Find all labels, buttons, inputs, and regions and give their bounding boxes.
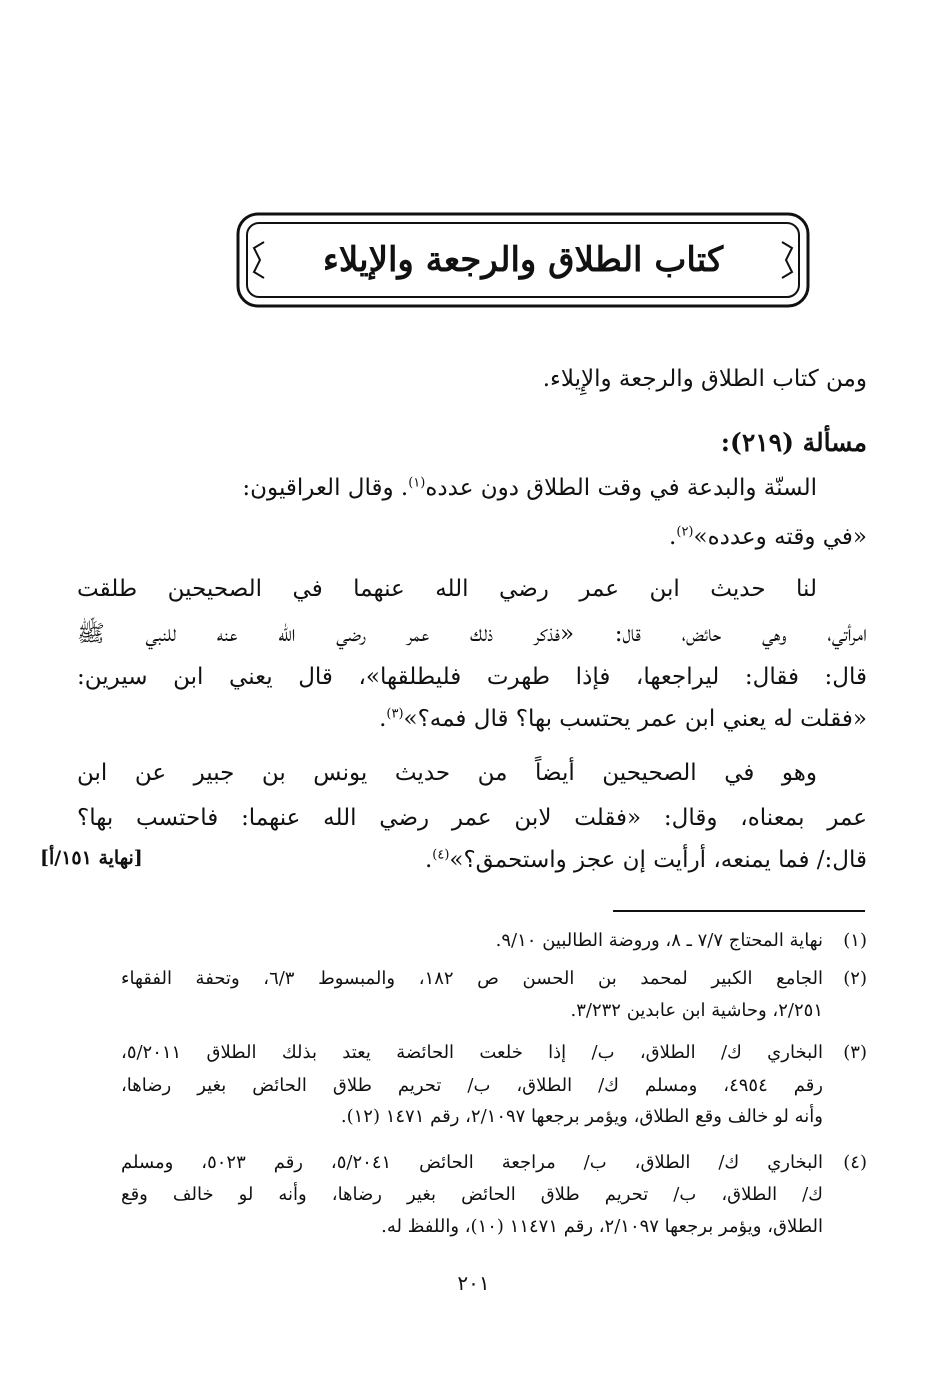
footnote-number: (٢) <box>843 968 867 989</box>
footnote-number: (٤) <box>843 1152 867 1173</box>
paragraph-3-line-2: عمر بمعناه، وقال: «فقلت لابن عمر رضي الله عنهما: فاحتسب بها؟ <box>77 805 867 831</box>
paragraph-1-line-2 <box>77 517 867 557</box>
paragraph-2-line-1: لنا حديث ابن عمر رضي الله عنهما في الصحيحين طلقت <box>77 576 817 602</box>
footnote-number: (١) <box>843 930 867 951</box>
paragraph-2-line-2: امرأتي، وهي حائض، قال: «فذكر ذلك عمر رضي الله عنه للنبي ﷺ <box>77 621 867 647</box>
footnote-number: (٣) <box>843 1042 867 1063</box>
intro-line: ومن كتاب الطلاق والرجعة والإِيلاء. <box>542 366 867 392</box>
footnote-2-line: الجامع الكبير لمحمد بن الحسن ص ١٨٢، والمبسوط ٦/٣، وتحفة الفقهاء <box>121 968 823 989</box>
chapter-title-frame <box>236 212 810 308</box>
footnote-4-line: الطلاق، ويؤمر برجعها ٢/١٠٩٧، رقم ١١٤٧١ (١٠)، واللفظ له. <box>381 1216 823 1237</box>
footnote-3-line: البخاري ك/ الطلاق، ب/ إذا خلعت الحائضة يعتد بذلك الطلاق ٥/٢٠١١، <box>121 1042 823 1063</box>
paragraph-text: . <box>424 847 433 873</box>
paragraph-text: قال:/ فما يمنعه، أرأيت إن عجز واستحمق؟» <box>449 847 867 873</box>
paragraph-text: . وقال العراقيون: <box>242 475 409 501</box>
paragraph-3-line-1: وهو في الصحيحين أيضاً من حديث يونس بن جبير عن ابن <box>77 760 817 786</box>
footnote-ref-4: (٤) <box>432 847 450 863</box>
paragraph-text: . <box>379 706 387 732</box>
paragraph-3-line-3 <box>77 840 867 880</box>
paragraph-2-line-3: قال: فقال: ليراجعها، فإذا طهرت فليطلقها»، قال يعني ابن سيرين: <box>77 664 867 690</box>
footnote-4-line: البخاري ك/ الطلاق، ب/ مراجعة الحائض ٥/٢٠٤١، رقم ٥٠٢٣، ومسلم <box>121 1152 823 1173</box>
chapter-title: كتاب الطلاق والرجعة والإيلاء <box>322 240 724 280</box>
paragraph-text: السنّة والبدعة في وقت الطلاق دون عدده <box>425 475 817 501</box>
paragraph-text: «فقلت له يعني ابن عمر يحتسب بها؟ قال فمه؟» <box>403 706 867 732</box>
manuscript-marker: [نهاية ١٥١/أ] <box>40 847 143 869</box>
paragraph-text: . <box>669 524 677 550</box>
footnote-4-line: ك/ الطلاق، ب/ تحريم طلاق الحائض بغير رضاها، وأنه لو خالف وقع <box>121 1184 823 1205</box>
footnote-ref-3: (٣) <box>386 706 404 722</box>
issue-heading: مسألة (٢١٩): <box>720 428 867 457</box>
footnote-divider <box>613 910 865 912</box>
paragraph-1-line-1 <box>77 468 817 508</box>
paragraph-2-line-4 <box>77 699 867 739</box>
paragraph-text: «في وقته وعدده» <box>693 524 867 550</box>
footnote-ref-1: (١) <box>408 475 426 491</box>
page-number: ٢٠١ <box>457 1271 490 1295</box>
footnote-3-line: وأنه لو خالف وقع الطلاق، ويؤمر برجعها ٢/١٠٩٧، رقم ١٤٧١ (١٢). <box>340 1106 823 1127</box>
footnote-ref-2: (٢) <box>676 524 694 540</box>
footnote-3-line: رقم ٤٩٥٤، ومسلم ك/ الطلاق، ب/ تحريم طلاق الحائض بغير رضاها، <box>121 1075 823 1096</box>
footnote-2-line: ٢/٢٥١، وحاشية ابن عابدين ٣/٢٣٢. <box>570 1000 823 1021</box>
footnote-1-line: نهاية المحتاج ٧/٧ ـ ٨، وروضة الطالبين ٩/١٠. <box>495 930 823 951</box>
